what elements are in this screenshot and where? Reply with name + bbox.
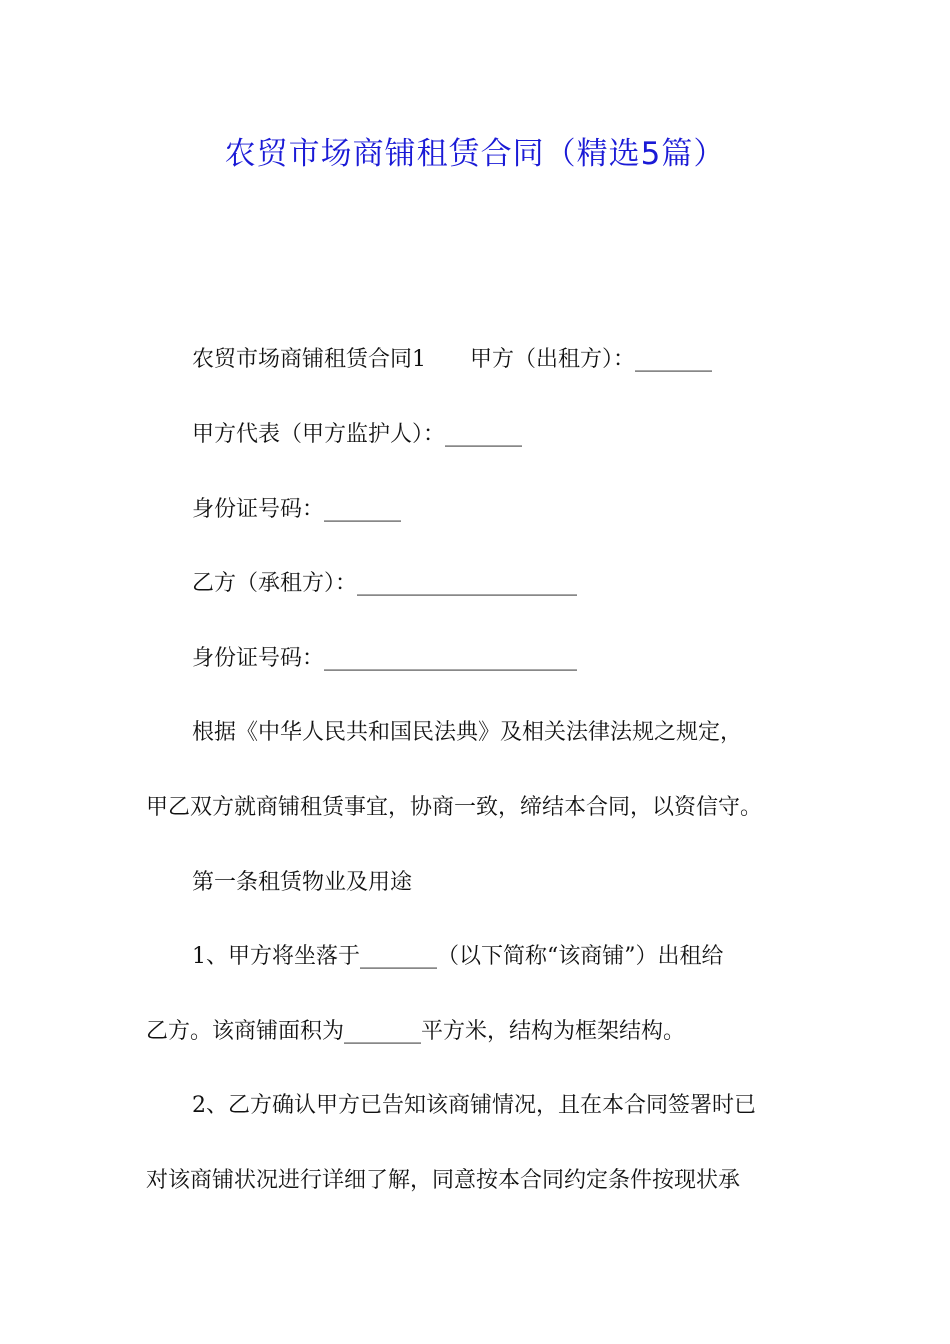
paragraph-line: 根据《中华人民共和国民法典》及相关法律法规之规定， [192,720,743,745]
paragraph-line: 对该商铺状况进行详细了解，同意按本合同约定条件按现状承 [146,1168,741,1193]
paragraph-line: 乙方（承租方）：____________________ [192,571,578,596]
document-title: 农贸市场商铺租赁合同（精选5篇） [224,136,726,172]
paragraph-line: 农贸市场商铺租赁合同1 甲方（出租方）：_______ [192,347,712,372]
paragraph-line: 甲乙双方就商铺租赁事宜，协商一致，缔结本合同，以资信守。 [146,795,763,820]
paragraph-line: 乙方。该商铺面积为_______平方米，结构为框架结构。 [146,1019,686,1044]
paragraph-line: 身份证号码：_______ [192,497,402,522]
paragraph-line: 身份证号码：_______________________ [192,646,578,671]
section-heading: 第一条租赁物业及用途 [192,870,413,895]
paragraph-line: 1、甲方将坐落于_______（以下简称“该商铺”）出租给 [192,944,724,969]
paragraph-line: 甲方代表（甲方监护人）：_______ [192,422,523,447]
paragraph-line: 2、乙方确认甲方已告知该商铺情况，且在本合同签署时已 [192,1093,756,1118]
